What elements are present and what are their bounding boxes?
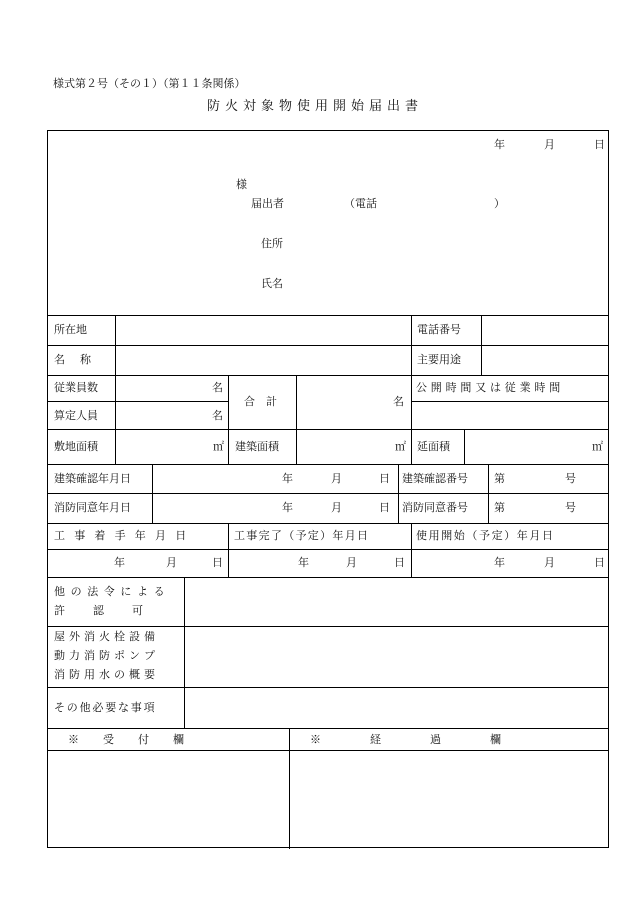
fire-equipment-field[interactable] bbox=[185, 627, 608, 687]
site-area-unit: ㎡ bbox=[213, 440, 224, 453]
phone-open-label: （電話 bbox=[344, 197, 377, 210]
confirm-month: 月 bbox=[331, 472, 342, 485]
reception-field[interactable] bbox=[48, 751, 288, 847]
calc-persons-label: 算定人員 bbox=[54, 409, 98, 422]
progress-field[interactable] bbox=[290, 751, 608, 847]
employees-label: 従業員数 bbox=[54, 381, 98, 394]
confirm-number-label: 建築確認番号 bbox=[402, 472, 468, 485]
progress-label: ※ 経 過 欄 bbox=[310, 733, 520, 746]
consent-day: 日 bbox=[379, 501, 390, 514]
date-month-label: 月 bbox=[544, 138, 555, 151]
opening-hours-field[interactable] bbox=[412, 402, 608, 429]
construction-start-day: 日 bbox=[212, 556, 223, 569]
floor-area-unit: ㎡ bbox=[592, 440, 603, 453]
building-area-unit: ㎡ bbox=[395, 440, 406, 453]
form-number: 様式第２号（その１）（第１１条関係） bbox=[53, 77, 246, 90]
site-area-label: 敷地面積 bbox=[54, 440, 98, 453]
phone-number-label: 電話番号 bbox=[417, 323, 461, 336]
use-start-month: 月 bbox=[544, 556, 555, 569]
name-label: 氏名 bbox=[261, 277, 283, 290]
construction-end-month: 月 bbox=[346, 556, 357, 569]
address-label: 住所 bbox=[261, 237, 283, 250]
fire-equipment-label-1: 屋外消火栓設備 bbox=[54, 630, 159, 643]
building-area-label: 建築面積 bbox=[235, 440, 279, 453]
main-use-field[interactable] bbox=[482, 346, 608, 375]
building-name-label: 名 称 bbox=[54, 353, 93, 366]
total-label: 合 計 bbox=[244, 395, 277, 408]
reception-label: ※ 受 付 欄 bbox=[68, 733, 191, 746]
other-law-label-2: 許 認 可 bbox=[54, 604, 152, 617]
use-start-label: 使用開始（予定）年月日 bbox=[416, 529, 555, 542]
fire-equipment-label-3: 消防用水の概要 bbox=[54, 668, 159, 681]
use-start-year: 年 bbox=[494, 556, 505, 569]
confirm-dai: 第 bbox=[494, 472, 505, 485]
main-use-label: 主要用途 bbox=[417, 353, 461, 366]
total-unit: 名 bbox=[393, 395, 404, 408]
confirm-day: 日 bbox=[379, 472, 390, 485]
opening-hours-label: 公開時間又は従業時間 bbox=[416, 381, 564, 394]
form-title: 防火対象物使用開始届出書 bbox=[206, 99, 423, 114]
other-law-label-1: 他の法令による bbox=[54, 585, 171, 598]
construction-end-label: 工事完了（予定）年月日 bbox=[234, 529, 370, 542]
consent-year: 年 bbox=[282, 501, 293, 514]
phone-close-label: ） bbox=[494, 197, 505, 210]
construction-end-day: 日 bbox=[394, 556, 405, 569]
consent-dai: 第 bbox=[494, 501, 505, 514]
use-start-day: 日 bbox=[594, 556, 605, 569]
construction-start-month: 月 bbox=[166, 556, 177, 569]
confirm-year: 年 bbox=[282, 472, 293, 485]
fire-equipment-label-2: 動力消防ポンプ bbox=[54, 649, 159, 662]
construction-end-year: 年 bbox=[298, 556, 309, 569]
consent-number-label: 消防同意番号 bbox=[402, 501, 468, 514]
building-name-field[interactable] bbox=[116, 346, 410, 375]
construction-start-label: 工事着手年月日 bbox=[54, 529, 196, 542]
consent-gou: 号 bbox=[565, 501, 576, 514]
other-law-field[interactable] bbox=[185, 578, 608, 626]
calc-persons-unit: 名 bbox=[212, 409, 223, 422]
other-matters-label: その他必要な事項 bbox=[54, 701, 157, 714]
date-year-label: 年 bbox=[494, 138, 505, 151]
consent-month: 月 bbox=[331, 501, 342, 514]
location-label: 所在地 bbox=[54, 323, 87, 336]
consent-date-label: 消防同意年月日 bbox=[54, 501, 131, 514]
confirm-gou: 号 bbox=[565, 472, 576, 485]
floor-area-label: 延面積 bbox=[417, 440, 450, 453]
construction-start-year: 年 bbox=[114, 556, 125, 569]
date-day-label: 日 bbox=[594, 138, 605, 151]
form-frame bbox=[47, 130, 609, 848]
employees-unit: 名 bbox=[212, 381, 223, 394]
other-matters-field[interactable] bbox=[185, 688, 608, 728]
phone-number-field[interactable] bbox=[482, 316, 608, 345]
confirm-date-label: 建築確認年月日 bbox=[54, 472, 131, 485]
addressee-sama: 様 bbox=[236, 178, 247, 191]
location-field[interactable] bbox=[116, 316, 410, 345]
applicant-label: 届出者 bbox=[251, 197, 284, 210]
